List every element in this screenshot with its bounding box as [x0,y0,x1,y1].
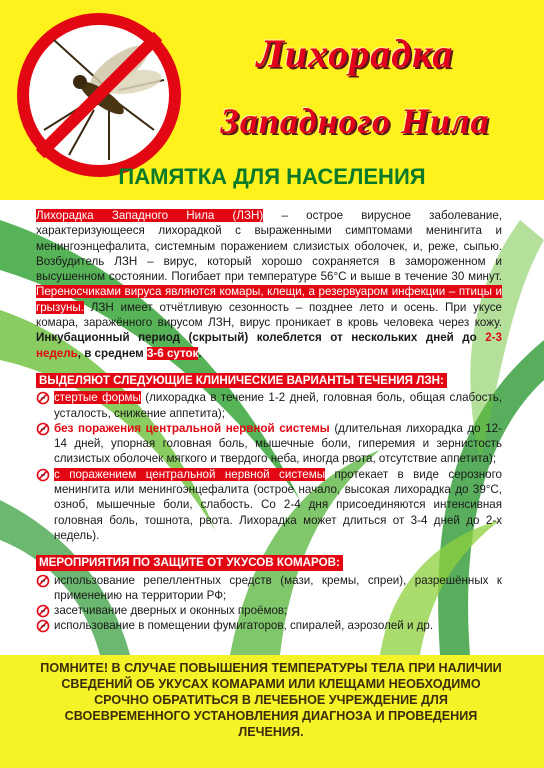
no-mosquito-bullet-icon [36,468,54,482]
intro-paragraph [36,208,502,361]
intro-text-2: ЛЗН имеет отчётливую сезонность – позднее лето и осень. При укусе комара, заражённого вирусом ЛЗН, вирус проникает в кровь человека через кожу. [36,300,502,330]
clinical-item-lead: стертые формы [54,391,141,405]
protection-item: использование репеллентных средств (мази, кремы, спреи), разрешённых к применению на территории РФ; [54,573,502,602]
protection-item: засетчивание дверных и оконных проёмов; [54,604,288,618]
incubation-weeks: 2-3 недель [36,331,502,360]
no-mosquito-bullet-icon [36,604,54,618]
footer-warning: ПОМНИТЕ! В СЛУЧАЕ ПОВЫШЕНИЯ ТЕМПЕРАТУРЫ ТЕЛА ПРИ НАЛИЧИИ СВЕДЕНИЙ ОБ УКУСАХ КОМАРАМИ ИЛИ КЛЕЩАМИ НЕОБХОДИМО СРОЧНО ОБРАТИТЬСЯ В ЛЕЧЕБНОЕ УЧРЕЖДЕНИЕ ДЛЯ СВОЕВРЕМЕННОГО УСТАНОВЛЕНИЯ ДИАГНОЗА И ПРОВЕДЕНИЯ ЛЕЧЕНИЯ. [40,661,502,739]
clinical-item-lead: без поражения центральной нервной системы [54,421,330,435]
no-mosquito-bullet-icon [36,574,54,588]
no-mosquito-bullet-icon [36,619,54,633]
clinical-item-text: (длительная лихорадка до 12-14 дней, упорная головная боль, мышечные боли, гиперемия и зернистость слизистых оболочек мягкого и твердого неба, иногда рвота, отсутствие аппетита); [54,421,502,466]
disease-name: Лихорадка Западного Нила (ЛЗН) [36,209,264,222]
clinical-item-lead: с поражением центральной нервной системы [54,467,326,481]
list-item [36,467,502,543]
list-item [36,603,502,618]
main-content [36,208,502,634]
incubation-days: 3-6 суток [146,346,199,360]
incubation-end: . [198,346,202,360]
clinical-heading: ВЫДЕЛЯЮТ СЛЕДУЮЩИЕ КЛИНИЧЕСКИЕ ВАРИАНТЫ ТЕЧЕНИЯ ЛЗН: [36,373,447,388]
list-item [36,390,502,421]
subtitle: ПАМЯТКА ДЛЯ НАСЕЛЕНИЯ [118,164,426,189]
protection-heading: МЕРОПРИЯТИЯ ПО ЗАЩИТЕ ОТ УКУСОВ КОМАРОВ: [36,555,343,570]
no-mosquito-bullet-icon [36,422,54,436]
clinical-item-text: протекает в виде серозного менингита или менингоэнцефалита (острое начало, высокая лихорадка до 39°С, озноб, мышечные боли, слабость. Со 2-4 дня присоединяются интенсивная головная боль, тошнота, рвота. Лихорадка может длиться от 3-4 дней до 2-х недель). [54,467,502,542]
list-item [36,618,502,633]
list-item [36,421,502,467]
title-line-1: Лихорадка [256,31,454,76]
protection-item: использование в помещении фумигаторов, спиралей, аэрозолей и др. [54,619,434,633]
incubation-text: Инкубационный период (скрытый) колеблется от нескольких дней до [36,331,486,345]
no-mosquito-icon [14,10,184,180]
carriers-text: Переносчиками вируса являются комары, клещи, а резервуаром инфекции – птицы и грызуны. [36,285,502,314]
list-item [36,573,502,604]
intro-text-1: – острое вирусное заболевание, характеризующееся лихорадкой с выраженными симптомами менингита и менингоэнцефалита, системным поражением слизистых оболочек, и, реже, сыпью. Возбудитель ЛЗН – вирус, который хорошо сохраняется в замороженном и высушенном состоянии. Погибает при температуре 56°С и выше в течение 30 минут. [36,209,503,284]
no-mosquito-bullet-icon [36,391,54,405]
title-line-2: Западного Нила [220,101,490,141]
incubation-text-2: , в среднем [77,346,147,360]
clinical-item-text: (лихорадка в течение 1-2 дней, головная боль, общая слабость, усталость, снижение аппетита); [54,391,503,420]
